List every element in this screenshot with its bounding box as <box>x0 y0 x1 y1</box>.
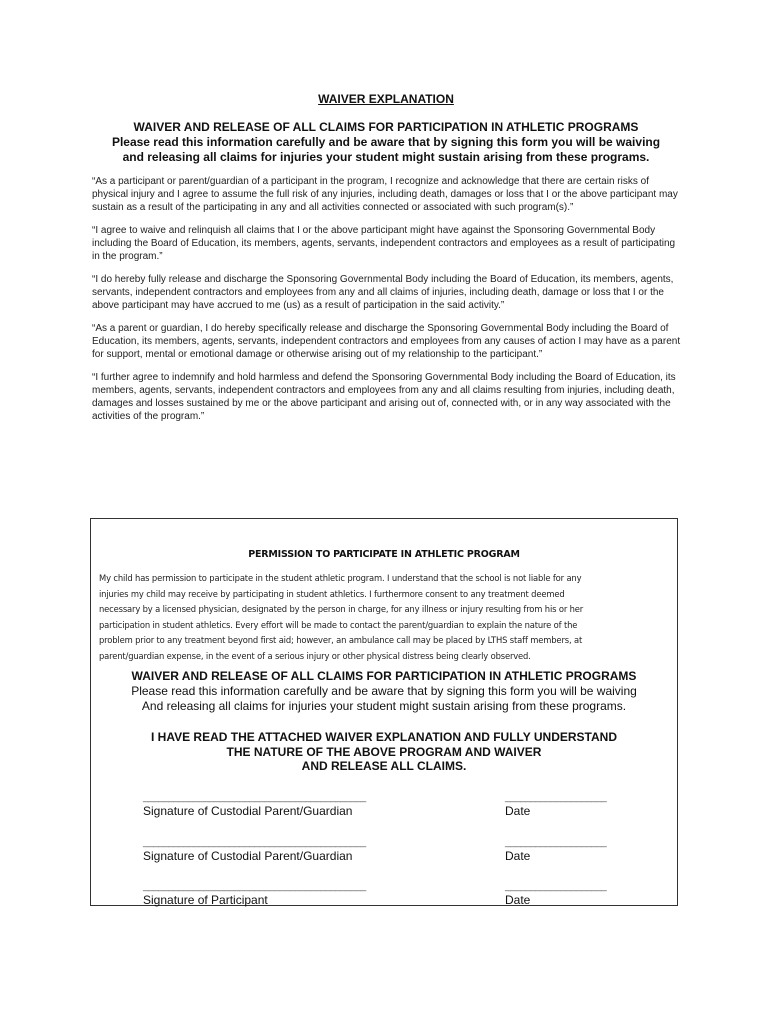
waiver-header-line: WAIVER AND RELEASE OF ALL CLAIMS FOR PARTICIPATION IN ATHLETIC PROGRAMS <box>133 120 639 134</box>
signature-row-parent-2 <box>143 837 653 867</box>
permission-line: injuries my child may receive by participating in student athletics. I furthermore consent to any treatment deemed <box>99 588 565 599</box>
signature-row-parent-1 <box>143 792 653 822</box>
date-field[interactable]: ____________________ <box>505 881 607 892</box>
waiver-summary-line: And releasing all claims for injuries your student might sustain arising from these programs. <box>141 699 627 713</box>
permission-line: My child has permission to participate in the student athletic program. I understand that the school is not liable for any <box>99 573 582 583</box>
waiver-document <box>88 92 684 433</box>
acknowledgement-statement <box>91 730 677 774</box>
waiver-summary-line: Please read this information carefully and be aware that by signing this form you will be waiving <box>131 684 637 698</box>
signature-label: Signature of Custodial Parent/Guardian <box>143 849 353 863</box>
acknowledgement-line: AND RELEASE ALL CLAIMS. <box>301 759 467 773</box>
signature-label: Signature of Participant <box>143 893 268 907</box>
permission-line: necessary by a licensed physician, designated by the person in charge, for any illness or injury resulting from his or her <box>99 604 584 614</box>
signature-label: Signature of Custodial Parent/Guardian <box>143 804 353 818</box>
waiver-paragraph: “As a parent or guardian, I do hereby specifically release and discharge the Sponsoring Governmental Body including the Board of Education, its members, agents, servants, independent contractors and employees from any causes of action I may have as a parent for support, mental or emotional damage or otherwise arising out of my relationship to the participant.” <box>92 323 681 360</box>
date-label: Date <box>505 849 531 863</box>
waiver-header <box>88 120 684 165</box>
signature-field[interactable]: ____________________________________________ <box>143 792 366 803</box>
acknowledgement-line: I HAVE READ THE ATTACHED WAIVER EXPLANATION AND FULLY UNDERSTAND <box>150 730 617 744</box>
permission-line: problem prior to any treatment beyond first aid; however, an ambulance call may be placed by LTHS staff members, at <box>99 635 583 645</box>
waiver-header-line: Please read this information carefully and be aware that by signing this form you will be waiving <box>111 135 661 149</box>
waiver-paragraph: “As a participant or parent/guardian of a participant in the program, I recognize and acknowledge that there are certain risks of physical injury and I agree to assume the full risk of any injuries, including death, damages or loss that I or the above participant may sustain as a result of the participating in any and all activities connected or associated with such program(s).” <box>92 176 678 213</box>
signature-field[interactable]: ____________________________________________ <box>143 837 366 848</box>
acknowledgement-line: THE NATURE OF THE ABOVE PROGRAM AND WAIVER <box>226 744 542 759</box>
waiver-header-line: and releasing all claims for injuries your student might sustain arising from these programs. <box>122 150 650 164</box>
date-label: Date <box>505 804 531 818</box>
permission-form-box <box>90 518 678 906</box>
date-field[interactable]: ____________________ <box>505 837 607 848</box>
permission-line: parent/guardian expense, in the event of a serious injury or other physical distress being clearly observed. <box>99 650 531 661</box>
waiver-summary <box>91 669 677 714</box>
signature-field[interactable]: ____________________________________________ <box>143 881 366 892</box>
waiver-summary-heading: WAIVER AND RELEASE OF ALL CLAIMS FOR PARTICIPATION IN ATHLETIC PROGRAMS <box>131 669 637 683</box>
permission-text <box>99 571 667 664</box>
waiver-paragraph: “I further agree to indemnify and hold harmless and defend the Sponsoring Governmental Body including the Board of Education, its members, agents, servants, independent contractors and employees from any and all claims resulting from injuries, including death, damages and losses sustained by me or the above participant and arising out of, connected with, or in any way associated with the activities of the program.” <box>92 372 676 422</box>
waiver-paragraph: “I do hereby fully release and discharge the Sponsoring Governmental Body including the Board of Education, its members, agents, servants, independent contractors and employees from any and all claims of injuries, including death, damage or loss that I or the above participant may have accrued to me (us) as a result of participation in the said activity.” <box>92 274 674 311</box>
document-title: WAIVER EXPLANATION <box>318 92 454 106</box>
permission-title: PERMISSION TO PARTICIPATE IN ATHLETIC PROGRAM <box>248 549 520 560</box>
signature-row-participant <box>143 881 653 911</box>
permission-line: participation in student athletics. Every effort will be made to contact the parent/guardian to explain the nature of the <box>99 619 578 630</box>
waiver-paragraph: “I agree to waive and relinquish all claims that I or the above participant might have against the Sponsoring Governmental Body including the Board of Education, its members, agents, servants, independent contractors and employees as a result of participating in the program.” <box>92 225 676 262</box>
date-field[interactable]: ____________________ <box>505 792 607 803</box>
date-label: Date <box>505 893 531 907</box>
